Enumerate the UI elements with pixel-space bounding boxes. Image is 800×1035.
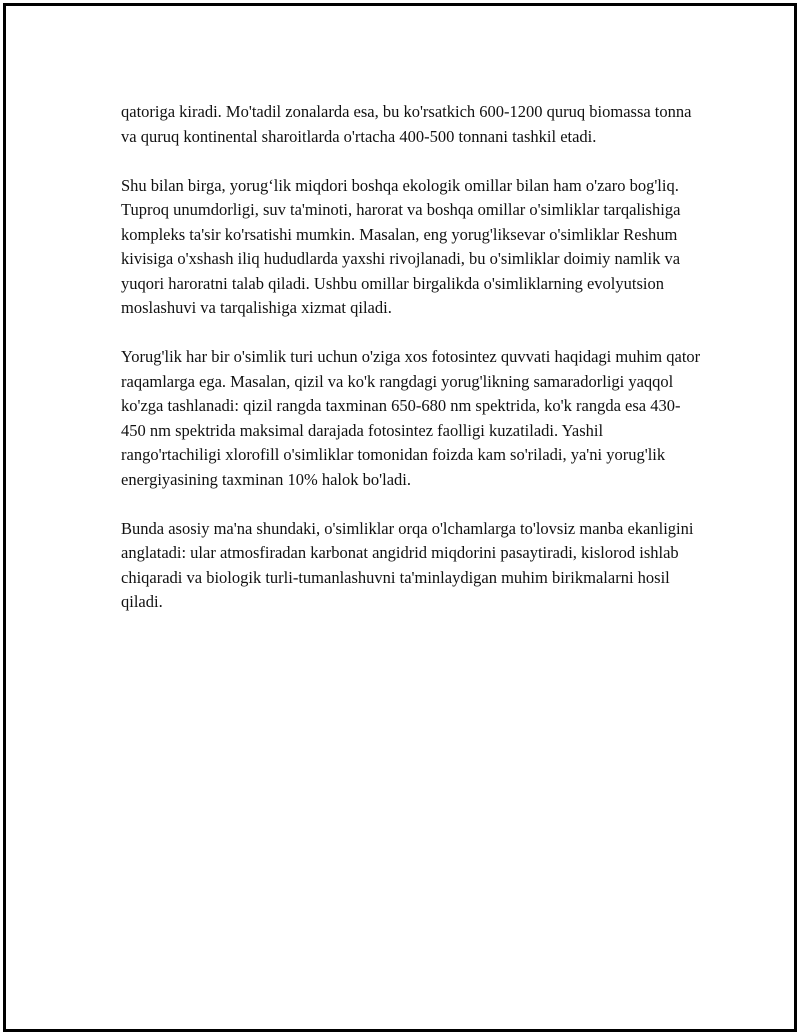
document-body — [121, 100, 701, 639]
paragraph-1: qatoriga kiradi. Mo'tadil zonalarda esa, bu ko'rsatkich 600-1200 quruq biomassa tonna va quruq kontinental sharoitlarda o'rtacha 400-500 tonnani tashkil etadi. — [121, 102, 692, 146]
paragraph-4: Bunda asosiy ma'na shundaki, o'simliklar orqa o'lchamlarga to'lovsiz manba ekanligini anglatadi: ular atmosfiradan karbonat angidrid miqdorini pasaytiradi, kislorod ishlab chiqaradi va biologik turli-tumanlashuvni ta'minlaydigan muhim birikmalarni hosil qiladi. — [121, 518, 694, 611]
page-border — [3, 3, 797, 1032]
paragraph-2: Shu bilan birga, yorug‘lik miqdori boshqa ekologik omillar bilan ham o'zaro bog'liq. Tuproq unumdorligi, suv ta'minoti, harorat va boshqa omillar o'simliklar tarqalishiga kompleks ta'sir ko'rsatishi mumkin. Masalan, eng yorug'liksevar o'simliklar Reshum kivisiga o'xshash iliq hududlarda yaxshi rivojlanadi, bu o'simliklar doimiy namlik va yuqori haroratni talab qiladi. Ushbu omillar birgalikda o'simliklarning evolyutsion moslashuvi va tarqalishiga xizmat qiladi. — [121, 175, 681, 317]
paragraph-3: Yorug'lik har bir o'simlik turi uchun o'ziga xos fotosintez quvvati haqidagi muhim qator raqamlarga ega. Masalan, qizil va ko'k rangdagi yorug'likning samaradorligi yaqqol ko'zga tashlanadi: qizil rangda taxminan 650-680 nm spektrida, ko'k rangda esa 430-450 nm spektrida maksimal darajada fotosintez faolligi kuzatiladi. Yashil rango'rtachiligi xlorofill o'simliklar tomonidan foizda kam so'riladi, ya'ni yorug'lik energiyasining taxminan 10% halok bo'ladi. — [121, 347, 701, 489]
